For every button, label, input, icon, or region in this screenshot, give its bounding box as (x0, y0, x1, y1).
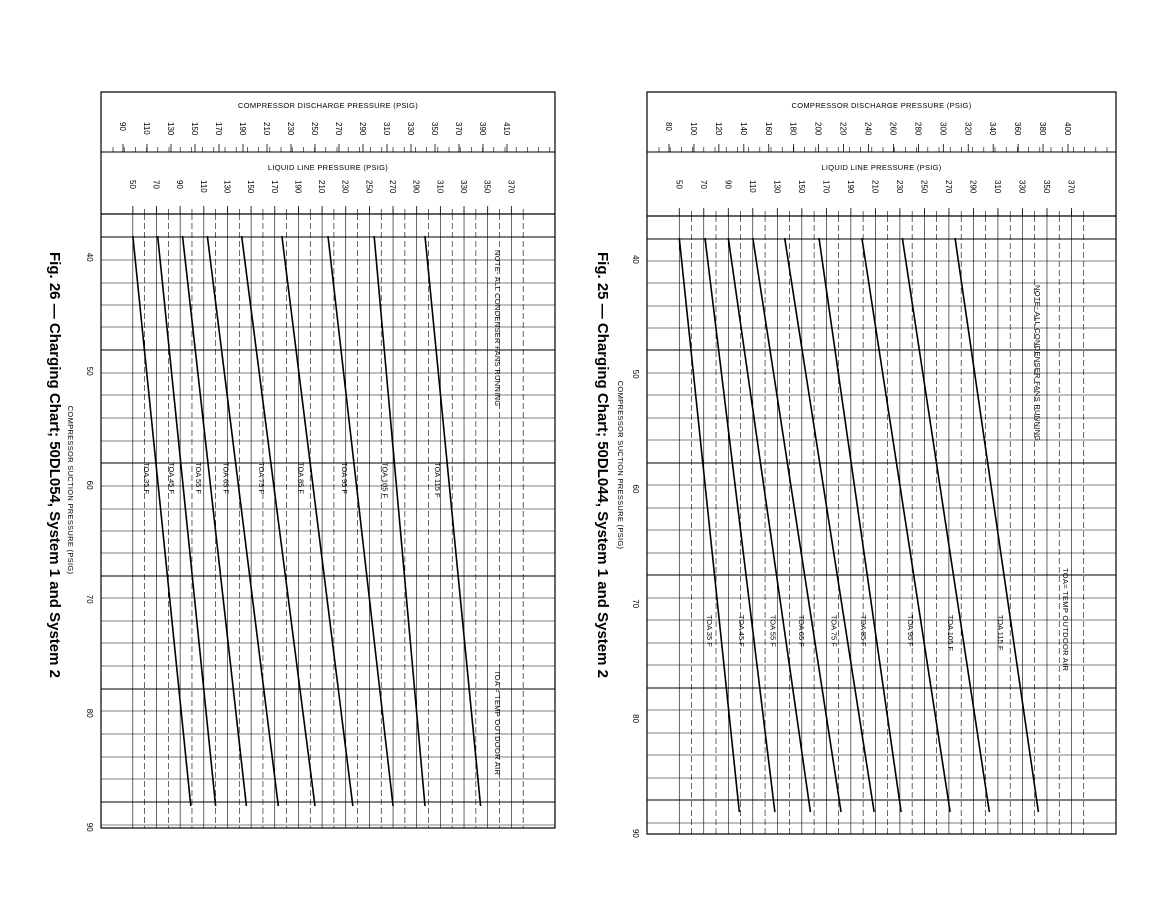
liquid-tick-label: 230 (340, 180, 350, 194)
series-label-toa-105: TOA 105 F (380, 462, 390, 499)
series-label-toa-85: TOA 85 F (859, 614, 869, 647)
series-line-toa-105 (902, 238, 989, 812)
liquid-tick-label: 270 (388, 180, 398, 194)
figure-caption: Fig. 26 — Charging Chart; 50DL054, System 1 and System 2 (46, 252, 63, 678)
liquid-tick-label: 210 (317, 180, 327, 194)
liquid-tick-label: 70 (151, 180, 161, 189)
condenser-fans-note: NOTE- ALL CONDENSER FANS RUNNING (493, 250, 502, 407)
suction-pressure-axis-title: COMPRESSOR SUCTION PRESSURE (PSIG) (616, 380, 625, 550)
series-label-toa-35: TOA 35 F (704, 614, 714, 647)
liquid-tick-label: 170 (821, 180, 831, 194)
series-line-toa-35 (133, 236, 191, 806)
liquid-tick-label: 310 (435, 180, 445, 194)
liquid-tick-label: 70 (698, 180, 708, 189)
liquid-tick-label: 190 (293, 180, 303, 194)
discharge-tick-label: 160 (763, 122, 773, 136)
suction-pressure-axis-title: COMPRESSOR SUCTION PRESSURE (PSIG) (66, 405, 75, 575)
liquid-tick-label: 270 (943, 180, 953, 194)
discharge-tick-label: 400 (1063, 122, 1072, 136)
series-label-toa-85: TOA 85 F (296, 462, 306, 494)
discharge-tick-label: 250 (310, 122, 319, 136)
discharge-tick-label: 130 (166, 122, 175, 136)
suction-tick-label: 80 (85, 708, 94, 718)
liquid-tick-label: 250 (919, 180, 929, 194)
series-label-toa-65: TOA 65 F (221, 462, 231, 494)
discharge-tick-label: 190 (238, 122, 247, 136)
chart-frame (101, 92, 555, 828)
discharge-tick-label: 210 (262, 122, 271, 136)
discharge-tick-label: 120 (713, 122, 723, 136)
liquid-tick-label: 250 (364, 180, 374, 194)
series-label-toa-95: TOA 95 F (906, 614, 916, 647)
discharge-tick-label: 170 (214, 122, 223, 136)
discharge-tick-label: 350 (430, 122, 439, 136)
series-line-toa-45 (158, 236, 216, 806)
discharge-tick-label: 270 (334, 122, 343, 136)
figure-caption: Fig. 25 — Charging Chart; 50DL044, System 1 and System 2 (594, 252, 611, 678)
discharge-tick-label: 240 (863, 122, 873, 136)
toa-legend-note: TOA= TEMP OUTDOOR AIR (1061, 568, 1070, 672)
liquid-line-pressure-header: LIQUID LINE PRESSURE (PSIG) (821, 163, 942, 172)
liquid-tick-label: 370 (1066, 180, 1076, 194)
series-label-toa-65: TOA 65 F (797, 614, 807, 647)
suction-tick-label: 40 (631, 254, 640, 264)
chart-0 (46, 92, 555, 832)
suction-tick-label: 60 (85, 480, 94, 490)
suction-tick-label: 80 (631, 714, 640, 724)
discharge-tick-label: 300 (938, 122, 948, 136)
suction-tick-label: 70 (85, 594, 94, 604)
discharge-tick-label: 220 (838, 122, 848, 136)
series-label-toa-35: TOA 35 F (142, 462, 152, 494)
liquid-tick-label: 310 (992, 180, 1002, 194)
discharge-tick-label: 390 (478, 122, 487, 136)
liquid-tick-label: 330 (1017, 180, 1027, 194)
series-line-toa-115 (955, 238, 1038, 812)
discharge-tick-label: 180 (788, 122, 798, 136)
series-label-toa-55: TOA 55 F (194, 462, 204, 494)
liquid-tick-label: 350 (1041, 180, 1051, 194)
liquid-tick-label: 150 (796, 180, 806, 194)
discharge-tick-label: 110 (142, 122, 151, 135)
series-line-toa-105 (374, 236, 425, 806)
liquid-tick-label: 210 (870, 180, 880, 194)
discharge-tick-label: 140 (738, 122, 748, 136)
series-label-toa-115: TOA 115 F (433, 462, 443, 498)
series-line-toa-95 (328, 236, 393, 806)
suction-tick-label: 50 (85, 366, 94, 376)
series-line-toa-75 (242, 236, 315, 806)
series-label-toa-95: TOA 95 F (340, 462, 350, 494)
discharge-tick-label: 410 (502, 122, 511, 136)
discharge-tick-label: 200 (813, 122, 823, 136)
suction-tick-label: 50 (631, 369, 640, 379)
discharge-tick-label: 380 (1038, 122, 1048, 136)
discharge-tick-label: 340 (988, 122, 998, 136)
discharge-tick-label: 330 (406, 122, 415, 136)
discharge-tick-label: 150 (190, 122, 199, 136)
discharge-tick-label: 320 (963, 122, 973, 136)
chart-1 (594, 92, 1116, 838)
toa-legend-note: TOA = TEMP OUTDOOR AIR (493, 670, 502, 776)
liquid-tick-label: 130 (222, 180, 232, 194)
discharge-tick-label: 290 (358, 122, 367, 136)
liquid-tick-label: 150 (246, 180, 256, 194)
series-label-toa-45: TOA 45 F (737, 614, 747, 647)
discharge-tick-label: 310 (382, 122, 391, 136)
series-line-toa-35 (679, 238, 739, 812)
liquid-tick-label: 350 (482, 180, 492, 194)
suction-tick-label: 90 (631, 828, 640, 838)
discharge-pressure-header: COMPRESSOR DISCHARGE PRESSURE (PSIG) (238, 101, 418, 110)
series-label-toa-45: TOA 45 F (166, 462, 176, 494)
liquid-tick-label: 50 (127, 180, 137, 189)
series-line-toa-85 (282, 236, 353, 806)
liquid-tick-label: 170 (269, 180, 279, 194)
series-label-toa-55: TOA 55 F (768, 614, 778, 647)
discharge-tick-label: 280 (913, 122, 923, 136)
discharge-tick-label: 90 (118, 122, 127, 131)
series-label-toa-105: TOA 105 F (945, 614, 955, 651)
series-label-toa-115: TOA 115 F (996, 614, 1006, 651)
series-line-toa-65 (753, 238, 841, 812)
discharge-tick-label: 230 (286, 122, 295, 136)
suction-tick-label: 90 (85, 822, 94, 832)
liquid-tick-label: 90 (175, 180, 185, 189)
condenser-fans-note: NOTE- ALL CONDENSER FANS RUNNING (1033, 285, 1042, 442)
discharge-pressure-header: COMPRESSOR DISCHARGE PRESSURE (PSIG) (791, 101, 972, 110)
liquid-tick-label: 330 (459, 180, 469, 194)
liquid-tick-label: 370 (506, 180, 516, 194)
discharge-tick-label: 80 (664, 122, 673, 131)
liquid-tick-label: 90 (723, 180, 733, 189)
liquid-line-pressure-header: LIQUID LINE PRESSURE (PSIG) (267, 163, 389, 172)
liquid-tick-label: 110 (198, 180, 208, 193)
discharge-tick-label: 260 (888, 122, 898, 136)
suction-tick-label: 70 (631, 599, 640, 609)
liquid-tick-label: 290 (411, 180, 421, 194)
liquid-tick-label: 290 (968, 180, 978, 194)
suction-tick-label: 60 (631, 484, 640, 494)
series-line-toa-115 (425, 236, 481, 806)
liquid-tick-label: 130 (772, 180, 782, 194)
discharge-tick-label: 370 (454, 122, 463, 136)
series-label-toa-75: TOA 75 F (256, 462, 266, 494)
liquid-tick-label: 50 (674, 180, 684, 189)
discharge-tick-label: 100 (688, 122, 698, 136)
liquid-tick-label: 230 (894, 180, 904, 194)
discharge-tick-label: 360 (1013, 122, 1023, 136)
series-line-toa-65 (207, 236, 278, 806)
liquid-tick-label: 190 (845, 180, 855, 194)
series-label-toa-75: TOA 75 F (829, 614, 839, 647)
liquid-tick-label: 110 (747, 180, 757, 193)
suction-tick-label: 40 (85, 252, 94, 262)
